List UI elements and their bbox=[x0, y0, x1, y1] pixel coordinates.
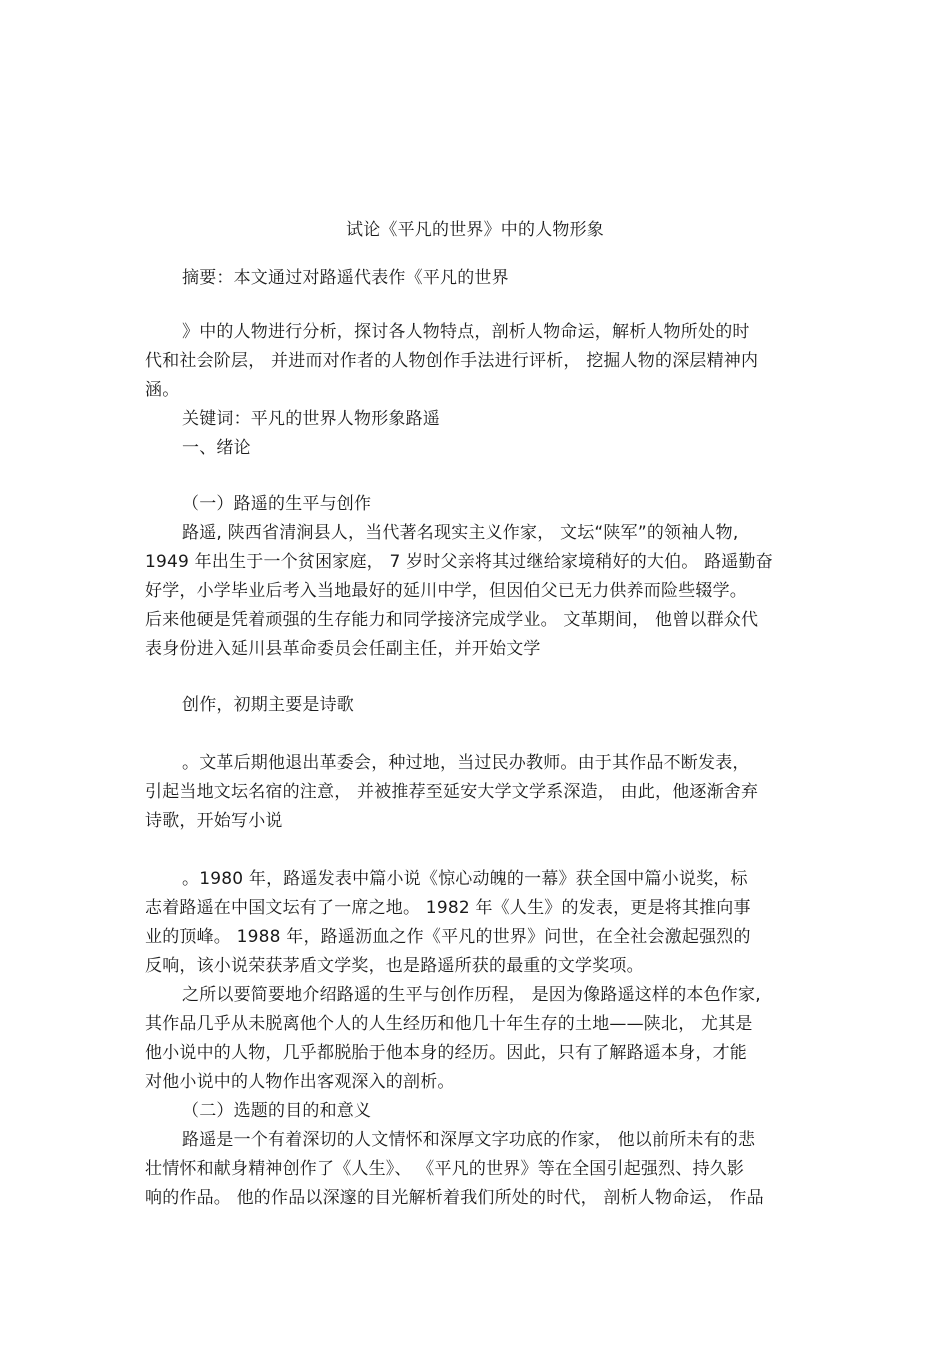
subsection-heading-1: （一）路遥的生平与创作 bbox=[182, 494, 372, 514]
paragraph-line: 好学，小学毕业后考入当地最好的延川中学，但因伯父已无力供养而险些辍学。 bbox=[145, 581, 747, 601]
abstract-line-4: 涵。 bbox=[145, 380, 180, 400]
keywords-line: 关键词：平凡的世界人物形象路遥 bbox=[182, 409, 440, 429]
paragraph-line: 创作，初期主要是诗歌 bbox=[182, 695, 354, 715]
paragraph-line: 他小说中的人物，几乎都脱胎于他本身的经历。因此，只有了解路遥本身，才能 bbox=[145, 1043, 747, 1063]
paragraph-line: 1949 年出生于一个贫困家庭， 7 岁时父亲将其过继给家境稍好的大伯。 路遥勤奋 bbox=[145, 552, 773, 572]
paragraph-line: 。1980 年，路遥发表中篇小说《惊心动魄的一幕》获全国中篇小说奖，标 bbox=[182, 869, 748, 889]
paragraph-line: 志着路遥在中国文坛有了一席之地。 1982 年《人生》的发表，更是将其推向事 bbox=[145, 898, 751, 918]
paragraph-line: 响的作品。 他的作品以深邃的目光解析着我们所处的时代， 剖析人物命运， 作品 bbox=[145, 1188, 764, 1208]
abstract-line-3: 代和社会阶层， 并进而对作者的人物创作手法进行评析， 挖掘人物的深层精神内 bbox=[145, 351, 759, 371]
paragraph-line: 反响，该小说荣获茅盾文学奖，也是路遥所获的最重的文学奖项。 bbox=[145, 956, 644, 976]
paragraph-line: 对他小说中的人物作出客观深入的剖析。 bbox=[145, 1072, 455, 1092]
abstract-line-2: 》中的人物进行分析，探讨各人物特点，剖析人物命运，解析人物所处的时 bbox=[182, 322, 750, 342]
page-title: 试论《平凡的世界》中的人物形象 bbox=[346, 220, 604, 240]
paragraph-line: 业的顶峰。 1988 年，路遥沥血之作《平凡的世界》问世，在全社会激起强烈的 bbox=[145, 927, 751, 947]
paragraph-line: 表身份进入延川县革命委员会任副主任，并开始文学 bbox=[145, 639, 541, 659]
paragraph-line: 壮情怀和献身精神创作了《人生》、 《平凡的世界》等在全国引起强烈、持久影 bbox=[145, 1159, 745, 1179]
paragraph-line: 引起当地文坛名宿的注意， 并被推荐至延安大学文学系深造， 由此，他逐渐舍弃 bbox=[145, 782, 759, 802]
paragraph-line: 路遥是一个有着深切的人文情怀和深厚文字功底的作家， 他以前所未有的悲 bbox=[182, 1130, 756, 1150]
paragraph-line: 。文革后期他退出革委会，种过地，当过民办教师。由于其作品不断发表， bbox=[182, 753, 750, 773]
paragraph-line: 路遥, 陕西省清涧县人，当代著名现实主义作家， 文坛“陕军”的领袖人物, bbox=[182, 523, 739, 543]
paragraph-line: 其作品几乎从未脱离他个人的人生经历和他几十年生存的土地——陕北， 尤其是 bbox=[145, 1014, 753, 1034]
section-heading-intro: 一、绪论 bbox=[182, 438, 251, 458]
subsection-heading-2: （二）选题的目的和意义 bbox=[182, 1101, 372, 1121]
paragraph-line: 诗歌，开始写小说 bbox=[145, 811, 283, 831]
paragraph-line: 后来他硬是凭着顽强的生存能力和同学接济完成学业。 文革期间， 他曾以群众代 bbox=[145, 610, 759, 630]
paragraph-line: 之所以要简要地介绍路遥的生平与创作历程， 是因为像路遥这样的本色作家, bbox=[182, 985, 761, 1005]
abstract-line-1: 摘要：本文通过对路遥代表作《平凡的世界 bbox=[182, 268, 509, 288]
